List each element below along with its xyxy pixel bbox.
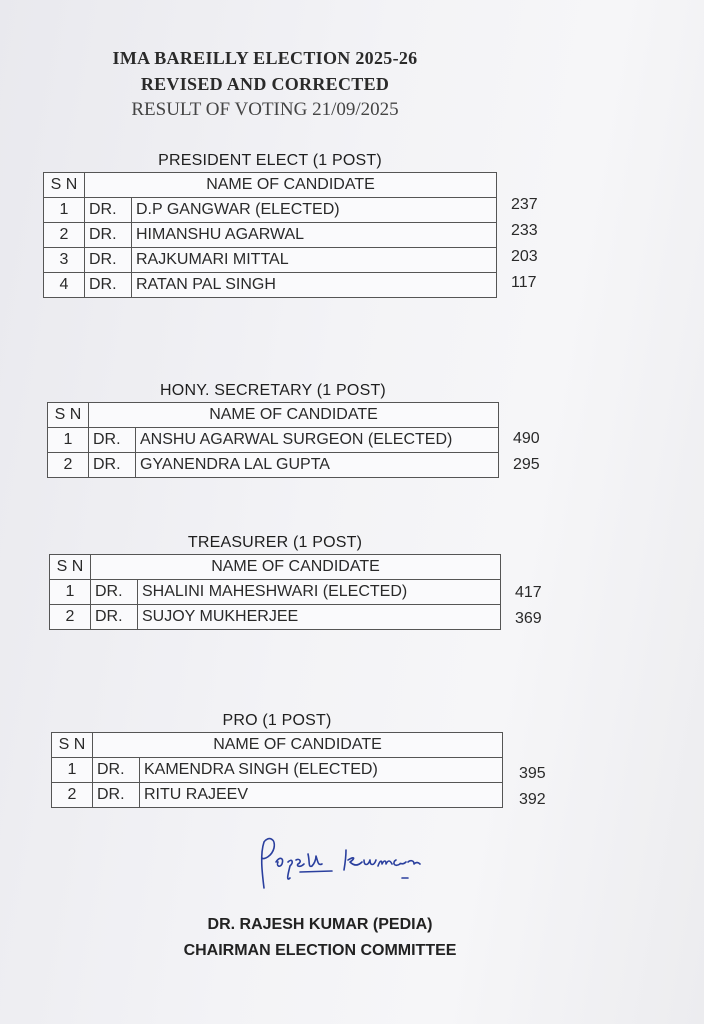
sn-header: S N [44,173,85,198]
row-candidate: HIMANSHU AGARWAL [132,223,497,248]
results-table [43,172,497,298]
table-row [52,758,503,783]
section-pro [51,710,503,808]
row-prefix: DR. [93,758,140,783]
table-row [50,580,501,605]
row-prefix: DR. [85,198,132,223]
row-candidate: D.P GANGWAR (ELECTED) [132,198,497,223]
row-sn: 2 [50,605,91,630]
row-candidate: SUJOY MUKHERJEE [138,605,501,630]
vote-count: 395 [519,765,546,782]
results-table [49,554,501,630]
sn-header: S N [50,555,91,580]
vote-count: 490 [513,430,540,447]
row-sn: 4 [44,273,85,298]
row-sn: 3 [44,248,85,273]
row-candidate: RATAN PAL SINGH [132,273,497,298]
row-candidate: RITU RAJEEV [140,783,503,808]
row-sn: 1 [50,580,91,605]
row-prefix: DR. [85,223,132,248]
name-header: NAME OF CANDIDATE [89,403,499,428]
row-prefix: DR. [91,605,138,630]
row-prefix: DR. [93,783,140,808]
row-prefix: DR. [91,580,138,605]
row-prefix: DR. [89,428,136,453]
row-candidate: RAJKUMARI MITTAL [132,248,497,273]
section-title: TREASURER (1 POST) [187,534,363,551]
vote-count: 392 [519,791,546,808]
table-row [48,428,499,453]
section-title: HONY. SECRETARY (1 POST) [160,382,386,399]
row-candidate: KAMENDRA SINGH (ELECTED) [140,758,503,783]
sn-header: S N [48,403,89,428]
row-sn: 1 [44,198,85,223]
name-header: NAME OF CANDIDATE [93,733,503,758]
table-header-row [44,173,497,198]
table-row [48,453,499,478]
signature [250,832,430,894]
vote-count: 117 [511,274,537,291]
results-table [47,402,499,478]
table-row [44,273,497,298]
results-table [51,732,503,808]
vote-count: 369 [515,610,542,627]
table-row [52,783,503,808]
section-hony-secretary [47,380,499,478]
section-title: PRO (1 POST) [222,712,332,729]
vote-count: 417 [515,584,542,601]
row-candidate: GYANENDRA LAL GUPTA [136,453,499,478]
row-sn: 1 [52,758,93,783]
name-header: NAME OF CANDIDATE [91,555,501,580]
table-row [44,198,497,223]
row-prefix: DR. [85,248,132,273]
chairman-name: DR. RAJESH KUMAR (PEDIA) [207,916,433,933]
section-treasurer [49,532,501,630]
table-row [50,605,501,630]
section-title: PRESIDENT ELECT (1 POST) [158,152,382,169]
vote-count: 203 [511,248,538,265]
row-sn: 1 [48,428,89,453]
vote-count: 233 [511,222,538,239]
vote-count: 237 [511,196,538,213]
document-subtitle: REVISED AND CORRECTED [140,74,390,94]
row-prefix: DR. [85,273,132,298]
row-sn: 2 [44,223,85,248]
chairman-role: CHAIRMAN ELECTION COMMITTEE [183,942,457,959]
vote-count: 295 [513,456,540,473]
document-date-line: RESULT OF VOTING 21/09/2025 [131,99,399,120]
table-header-row [48,403,499,428]
table-row [44,248,497,273]
row-sn: 2 [48,453,89,478]
section-president-elect [43,150,497,298]
row-sn: 2 [52,783,93,808]
table-row [44,223,497,248]
row-candidate: ANSHU AGARWAL SURGEON (ELECTED) [136,428,499,453]
name-header: NAME OF CANDIDATE [85,173,497,198]
row-prefix: DR. [89,453,136,478]
document-title: IMA BAREILLY ELECTION 2025-26 [112,48,418,68]
row-candidate: SHALINI MAHESHWARI (ELECTED) [138,580,501,605]
sn-header: S N [52,733,93,758]
table-header-row [50,555,501,580]
table-header-row [52,733,503,758]
